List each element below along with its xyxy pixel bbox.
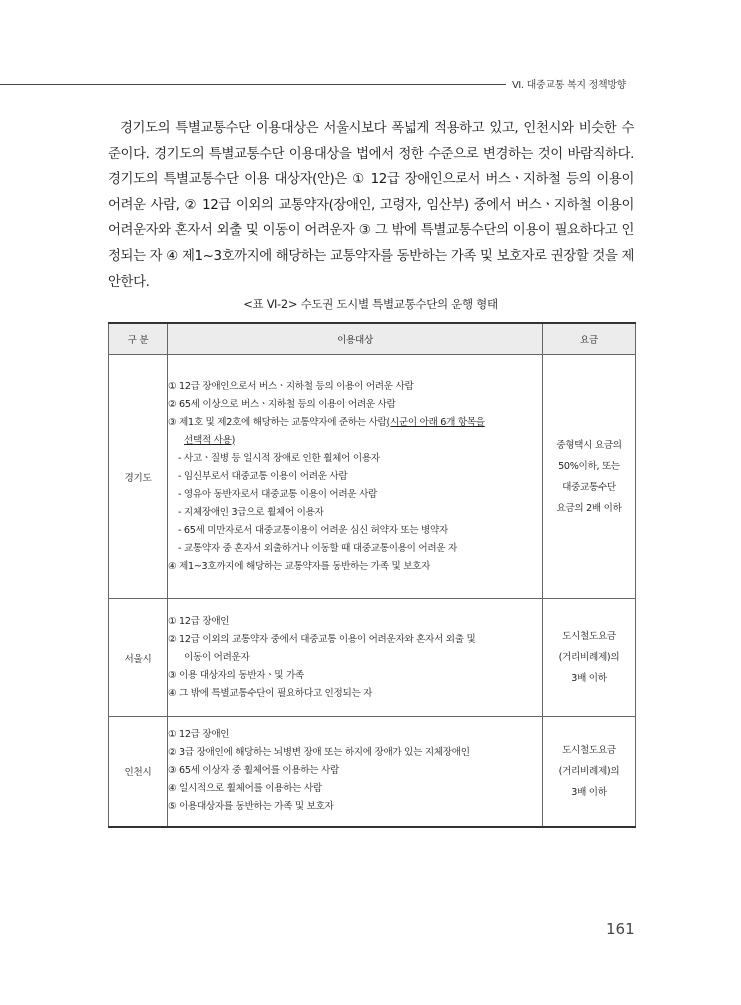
fee-line: 요금의 2배 이하 xyxy=(556,502,622,514)
table-row-seoul xyxy=(109,599,636,717)
fee-line: 중형택시 요금의 xyxy=(556,439,622,451)
target-item xyxy=(168,432,542,450)
target-item: ① 12급 장애인 xyxy=(168,729,230,741)
target-subitem: - 지체장애인 3급으로 휠체어 이용자 xyxy=(178,506,324,518)
header-region: 구 분 xyxy=(109,323,168,355)
table-row-gyeonggi xyxy=(109,355,636,599)
target-item: ② 3급 장애인에 해당하는 뇌병변 장애 또는 하지에 장애가 있는 지체장애인 xyxy=(168,747,470,759)
header-target: 이용대상 xyxy=(168,323,543,355)
region-gyeonggi: 경기도 xyxy=(109,355,168,599)
target-subitem: - 사고ㆍ질병 등 일시적 장애로 인한 휠체어 이용자 xyxy=(178,452,380,464)
table-header-row xyxy=(109,323,636,355)
fee-line: 도시철도요금 xyxy=(562,631,616,642)
page-number: 161 xyxy=(606,920,635,938)
fee-seoul xyxy=(543,599,636,717)
fee-line: (거리비례제)의 xyxy=(558,652,620,663)
target-item: ② 12급 이외의 교통약자 중에서 대중교통 이용이 어려운자와 혼자서 외출 및 xyxy=(168,633,476,645)
target-item: ① 12급 장애인으로서 버스ㆍ지하철 등의 이용이 어려운 사람 xyxy=(168,380,414,392)
fee-line: 3배 이하 xyxy=(571,786,607,798)
body-paragraph: 경기도의 특별교통수단 이용대상은 서울시보다 폭넓게 적용하고 있고, 인천시와 비슷한 수준이다. 경기도의 특별교통수단 이용대상을 법에서 정한 수준으로 변경하는 것이 바람직하다. 경기도의 특별교통수단 이용 대상자(안)은 ① 12급 장애인으로서 버스ㆍ지하철 등의 이용이 어려운 사람, ② 12급 이외의 교통약자(장애인, 고령자, 임산부) 중에서 버스ㆍ지하철 이용이 어려운자와 혼자서 외출 및 이동이 어려운자 ③ 그 밖에 특별교통수단의 이용이 필요하다고 인정되는 자 ④ 제1~3호까지에 해당하는 교통약자를 동반하는 가족 및 보호자로 권장할 것을 제안한다. xyxy=(108,121,634,290)
target-item: ④ 그 밖에 특별교통수단이 필요하다고 인정되는 자 xyxy=(168,687,373,699)
target-item: ③ 65세 이상자 중 휠체어를 이용하는 사람 xyxy=(168,765,339,777)
target-item: ③ 이용 대상자의 동반자ㆍ및 가족 xyxy=(168,669,304,681)
target-item: 이동이 어려운자 xyxy=(184,651,250,663)
targets-incheon xyxy=(168,717,543,827)
header-rule xyxy=(0,84,506,85)
fee-line: 3배 이하 xyxy=(571,673,607,684)
fee-line: (거리비례제)의 xyxy=(558,765,620,777)
header-fee: 요금 xyxy=(543,323,636,355)
target-item-text: ③ 제1호 및 제2호에 해당하는 교통약자에 준하는 사람 xyxy=(168,416,387,428)
fee-line: 50%이하, 또는 xyxy=(558,460,620,472)
targets-gyeonggi xyxy=(168,355,543,599)
target-item-underlined: 선택적 사용) xyxy=(184,434,236,446)
target-subitem: - 임신부로서 대중교통 이용이 어려운 사람 xyxy=(178,470,348,482)
special-transport-table xyxy=(108,322,636,828)
region-incheon: 인천시 xyxy=(109,717,168,827)
fee-line: 도시철도요금 xyxy=(562,744,616,756)
target-item-underlined: (시군이 아래 6개 항목을 xyxy=(386,416,485,428)
target-item xyxy=(168,414,542,432)
target-subitem: - 영유아 동반자로서 대중교통 이용이 어려운 사람 xyxy=(178,488,378,500)
fee-incheon xyxy=(543,717,636,827)
target-item: ④ 제1~3호까지에 해당하는 교통약자를 동반하는 가족 및 보호자 xyxy=(168,560,431,572)
target-item: ② 65세 이상으로 버스ㆍ지하철 등의 이용이 어려운 사람 xyxy=(168,398,396,410)
table-row-incheon xyxy=(109,717,636,827)
target-subitem: - 65세 미만자로서 대중교통이용이 어려운 심신 허약자 또는 병약자 xyxy=(178,524,448,536)
target-item: ⑤ 이용대상자를 동반하는 가족 및 보호자 xyxy=(168,801,334,813)
table-caption: <표 Ⅵ-2> 수도권 도시별 특별교통수단의 운행 형태 xyxy=(243,297,498,311)
target-subitem: - 교통약자 중 혼자서 외출하거나 이동할 때 대중교통이용이 어려운 자 xyxy=(178,542,457,554)
running-header: Ⅵ. 대중교통 복지 정책방향 xyxy=(512,80,627,91)
target-item: ④ 일시적으로 휠체어를 이용하는 사람 xyxy=(168,783,322,795)
fee-gyeonggi xyxy=(543,355,636,599)
target-item: ① 12급 장애인 xyxy=(168,615,230,627)
fee-line: 대중교통수단 xyxy=(562,481,616,493)
region-seoul: 서울시 xyxy=(109,599,168,717)
targets-seoul xyxy=(168,599,543,717)
